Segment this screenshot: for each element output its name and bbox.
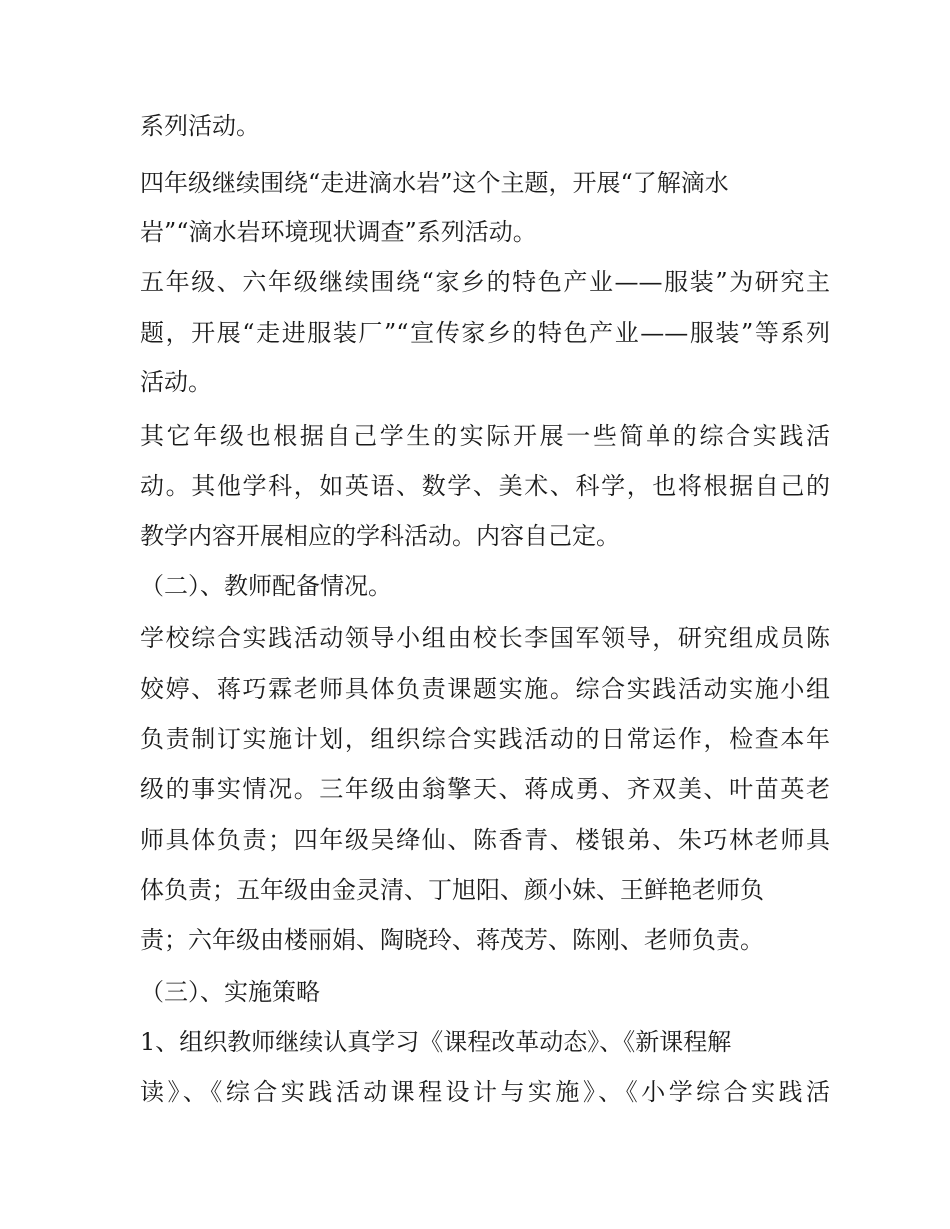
text-line: 其它年级也根据自己学生的实际开展一些简单的综合实践活 — [140, 422, 830, 450]
text-line: 姣婷、蒋巧霖老师具体负责课题实施。综合实践活动实施小组 — [140, 675, 830, 703]
text-line: 四年级继续围绕“走进滴水岩”这个主题，开展“了解滴水 — [140, 169, 729, 197]
section-heading: （二）、教师配备情况。 — [140, 572, 392, 600]
text-line: 负责制订实施计划，组织综合实践活动的日常运作，检查本年 — [140, 725, 830, 753]
section-heading: （三）、实施策略 — [140, 978, 320, 1006]
text-line: 题，开展“走进服装厂”“宣传家乡的特色产业——服装”等系列 — [140, 319, 830, 347]
text-line: 师具体负责；四年级吴绛仙、陈香青、楼银弟、朱巧林老师具 — [140, 826, 830, 854]
text-line: 学校综合实践活动领导小组由校长李国军领导，研究组成员陈 — [140, 624, 830, 652]
text-line: 岩”“滴水岩环境现状调查”系列活动。 — [140, 218, 537, 246]
text-line: 体负责；五年级由金灵清、丁旭阳、颜小妹、王鲜艳老师负 — [140, 876, 764, 904]
text-line: 活动。 — [140, 368, 212, 396]
text-line: 责；六年级由楼丽娟、陶晓玲、蒋茂芳、陈刚、老师负责。 — [140, 926, 764, 954]
text-line: 动。其他学科，如英语、数学、美术、科学，也将根据自己的 — [140, 472, 830, 500]
text-line: 五年级、六年级继续围绕“家乡的特色产业——服装”为研究主 — [140, 268, 830, 296]
text-line: 1、组织教师继续认真学习《课程改革动态》、《新课程解 — [140, 1028, 732, 1056]
text-line: 读》、《综合实践活动课程设计与实施》、《小学综合实践活 — [140, 1078, 830, 1106]
text-line: 教学内容开展相应的学科活动。内容自己定。 — [140, 522, 620, 550]
text-line: 级的事实情况。三年级由翁擎天、蒋成勇、齐双美、叶苗英老 — [140, 775, 830, 803]
text-line: 系列活动。 — [140, 112, 260, 140]
